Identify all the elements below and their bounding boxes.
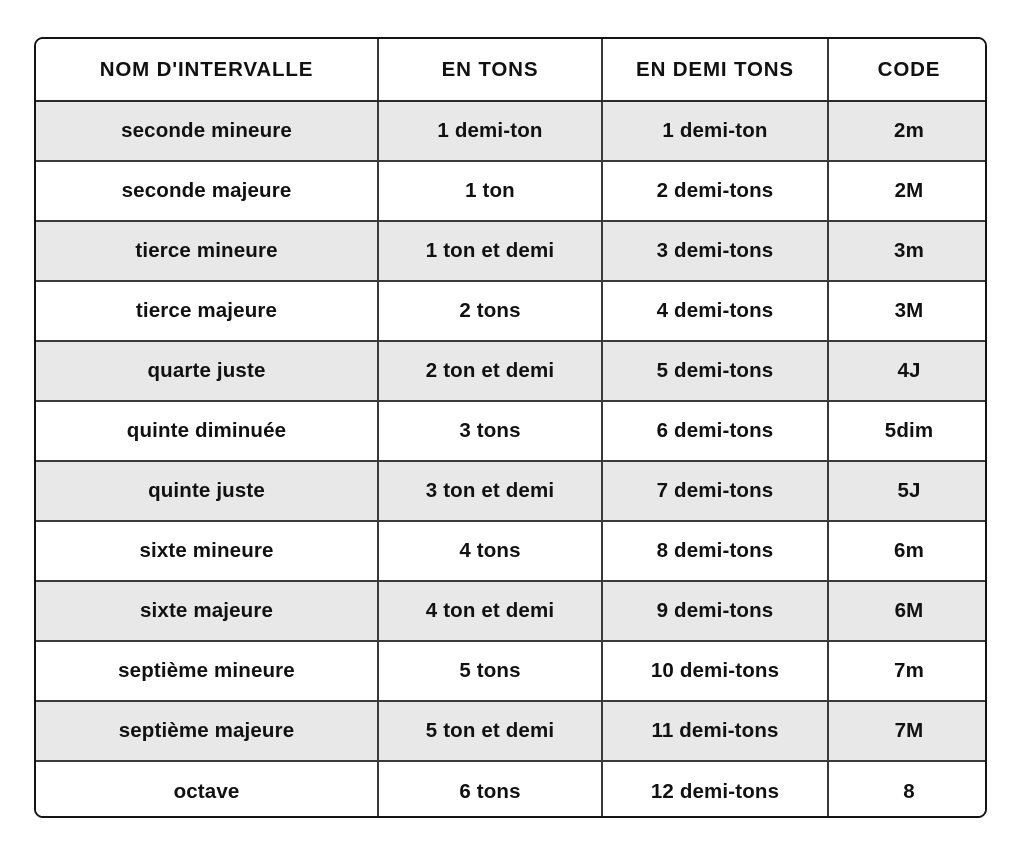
cell-demi: 2 demi-tons xyxy=(602,161,828,221)
cell-name: seconde majeure xyxy=(36,161,378,221)
cell-code: 7M xyxy=(828,701,987,761)
cell-demi: 3 demi-tons xyxy=(602,221,828,281)
cell-tons: 1 demi-ton xyxy=(378,101,602,161)
cell-tons: 2 tons xyxy=(378,281,602,341)
cell-code: 3m xyxy=(828,221,987,281)
cell-demi: 5 demi-tons xyxy=(602,341,828,401)
table-row xyxy=(36,761,987,818)
table-row xyxy=(36,521,987,581)
cell-code: 2M xyxy=(828,161,987,221)
cell-demi: 11 demi-tons xyxy=(602,701,828,761)
cell-tons: 4 ton et demi xyxy=(378,581,602,641)
cell-demi: 6 demi-tons xyxy=(602,401,828,461)
cell-demi: 12 demi-tons xyxy=(602,761,828,818)
table-row xyxy=(36,401,987,461)
cell-tons: 2 ton et demi xyxy=(378,341,602,401)
cell-demi: 9 demi-tons xyxy=(602,581,828,641)
cell-tons: 3 tons xyxy=(378,401,602,461)
column-header-tons: EN TONS xyxy=(378,39,602,101)
cell-code: 6m xyxy=(828,521,987,581)
cell-name: tierce majeure xyxy=(36,281,378,341)
cell-tons: 5 ton et demi xyxy=(378,701,602,761)
cell-tons: 1 ton xyxy=(378,161,602,221)
cell-name: septième majeure xyxy=(36,701,378,761)
column-header-demi-tons: EN DEMI TONS xyxy=(602,39,828,101)
cell-tons: 3 ton et demi xyxy=(378,461,602,521)
table-header xyxy=(36,39,987,101)
column-header-code: CODE xyxy=(828,39,987,101)
cell-code: 3M xyxy=(828,281,987,341)
cell-name: quarte juste xyxy=(36,341,378,401)
cell-tons: 1 ton et demi xyxy=(378,221,602,281)
cell-demi: 1 demi-ton xyxy=(602,101,828,161)
cell-code: 2m xyxy=(828,101,987,161)
table-row xyxy=(36,221,987,281)
table-row xyxy=(36,461,987,521)
cell-name: septième mineure xyxy=(36,641,378,701)
cell-name: sixte mineure xyxy=(36,521,378,581)
cell-tons: 5 tons xyxy=(378,641,602,701)
cell-tons: 6 tons xyxy=(378,761,602,818)
cell-demi: 10 demi-tons xyxy=(602,641,828,701)
table-row xyxy=(36,581,987,641)
intervals-table-container xyxy=(34,37,987,818)
cell-name: sixte majeure xyxy=(36,581,378,641)
cell-code: 6M xyxy=(828,581,987,641)
cell-code: 8 xyxy=(828,761,987,818)
table-body xyxy=(36,101,987,818)
table-row xyxy=(36,701,987,761)
cell-name: seconde mineure xyxy=(36,101,378,161)
table-row xyxy=(36,281,987,341)
cell-tons: 4 tons xyxy=(378,521,602,581)
table-row xyxy=(36,641,987,701)
cell-code: 4J xyxy=(828,341,987,401)
table-row xyxy=(36,341,987,401)
table-row xyxy=(36,101,987,161)
cell-name: octave xyxy=(36,761,378,818)
table-row xyxy=(36,161,987,221)
cell-code: 5dim xyxy=(828,401,987,461)
intervals-table xyxy=(36,39,987,818)
cell-code: 7m xyxy=(828,641,987,701)
cell-name: quinte juste xyxy=(36,461,378,521)
cell-code: 5J xyxy=(828,461,987,521)
cell-demi: 8 demi-tons xyxy=(602,521,828,581)
cell-name: tierce mineure xyxy=(36,221,378,281)
table-header-row xyxy=(36,39,987,101)
cell-demi: 4 demi-tons xyxy=(602,281,828,341)
column-header-name: NOM D'INTERVALLE xyxy=(36,39,378,101)
cell-name: quinte diminuée xyxy=(36,401,378,461)
cell-demi: 7 demi-tons xyxy=(602,461,828,521)
